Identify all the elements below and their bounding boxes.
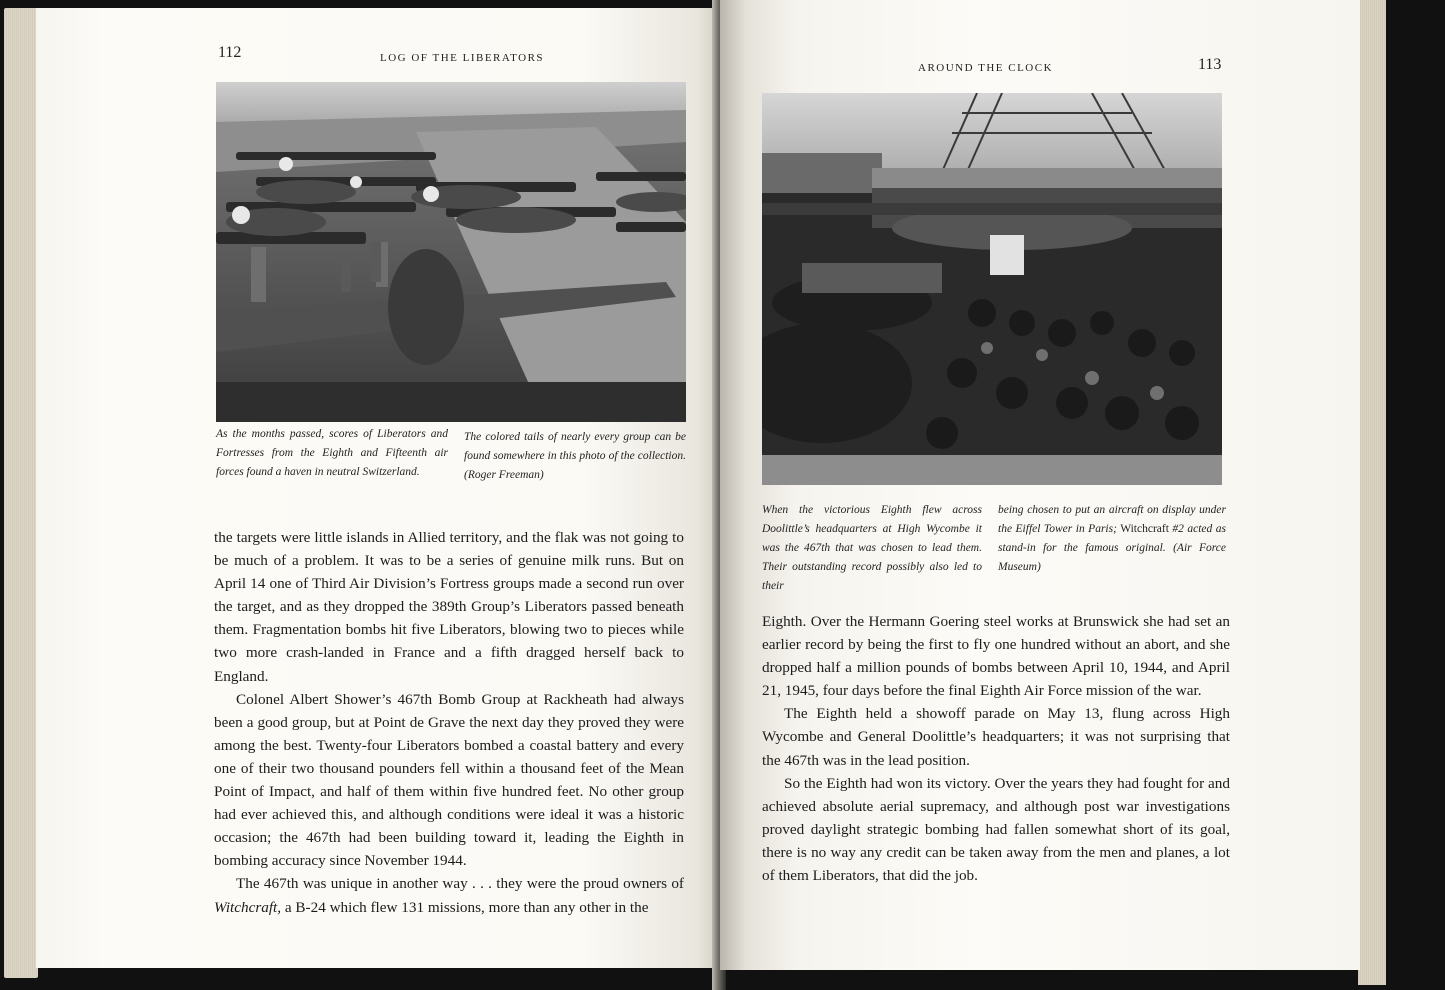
left-paragraph-1: the targets were little islands in Allied territory, and the flak was not going to be much of a problem. It was to be a series of genuine milk runs. But on April 14 one of Third Air Division’s Fortress groups made a second run over the target, and as they dropped the 389th Group’s Liberators passed beneath them. Fragmentation bombs hit five Liberators, blowing two to pieces while two more crash-landed in France and a fifth dragged herself back to England. <box>214 529 684 685</box>
eiffel-tower-display-photo <box>762 93 1222 485</box>
left-body-text <box>214 526 684 919</box>
left-page <box>36 8 718 968</box>
left-paragraph-2: Colonel Albert Shower’s 467th Bomb Group at Rackheath had always been a good group, but at Point de Grave the next day they proved they were among the best. Twenty-four Liberators bombed a coastal battery and every one of their two thousand pounders fell within a thousand feet of the Mean Point of Impact, and half of them within five hundred feet. No other group had ever achieved this, and although conditions were ideal it was a historic occasion; the 467th had been building toward it, leading the Eighth in bombing accuracy since November 1944. <box>214 690 684 870</box>
left-page-edges <box>4 8 38 978</box>
right-paragraph-1: Eighth. Over the Hermann Goering steel works at Brunswick she had set an earlier record by being the first to fly one hundred without an abort, and she dropped half a million pounds of bombs between April 10, 1944, and April 21, 1945, four days before the final Eighth Air Force mission of the war. <box>762 613 1230 700</box>
right-photo-caption-2: being chosen to put an aircraft on display under the Eiffel Tower in Paris; Witchcraft #2 acted as stand-in for the famous original. (Air Force Museum) <box>998 504 1226 573</box>
right-photo-caption-1: When the victorious Eighth flew across Doolittle’s headquarters at High Wycombe it was the 467th that was chosen to lead them. Their outstanding record possibly also led to their <box>762 504 982 592</box>
right-page-number: 113 <box>1198 56 1222 73</box>
left-photo-caption-2: The colored tails of nearly every group can be found somewhere in this photo of the collection. (Roger Freeman) <box>464 431 686 481</box>
right-running-head: AROUND THE CLOCK <box>918 62 1054 74</box>
left-paragraph-3: The 467th was unique in another way . . . they were the proud owners of Witchcraft, a B-24 which flew 131 missions, more than any other in the <box>214 875 684 916</box>
liberators-switzerland-photo <box>216 82 686 422</box>
left-photo-caption-1: As the months passed, scores of Liberators and Fortresses from the Eighth and Fifteenth air forces found a haven in neutral Switzerland. <box>216 428 448 478</box>
right-page <box>720 0 1360 970</box>
left-page-number: 112 <box>218 44 242 61</box>
right-page-edges <box>1358 0 1386 985</box>
right-paragraph-3: So the Eighth had won its victory. Over the years they had fought for and achieved absolute aerial supremacy, and although post war investigations proved daylight strategic bombing had fallen somewhat short of its goal, there is no way any credit can be taken away from the men and planes, a lot of them Liberators, that did the job. <box>762 774 1230 885</box>
right-body-text <box>762 610 1230 887</box>
right-paragraph-2: The Eighth held a showoff parade on May 13, flung across High Wycombe and General Doolittle’s headquarters; it was not surprising that the 467th was in the lead position. <box>762 705 1230 769</box>
left-running-head: LOG OF THE LIBERATORS <box>380 52 545 64</box>
